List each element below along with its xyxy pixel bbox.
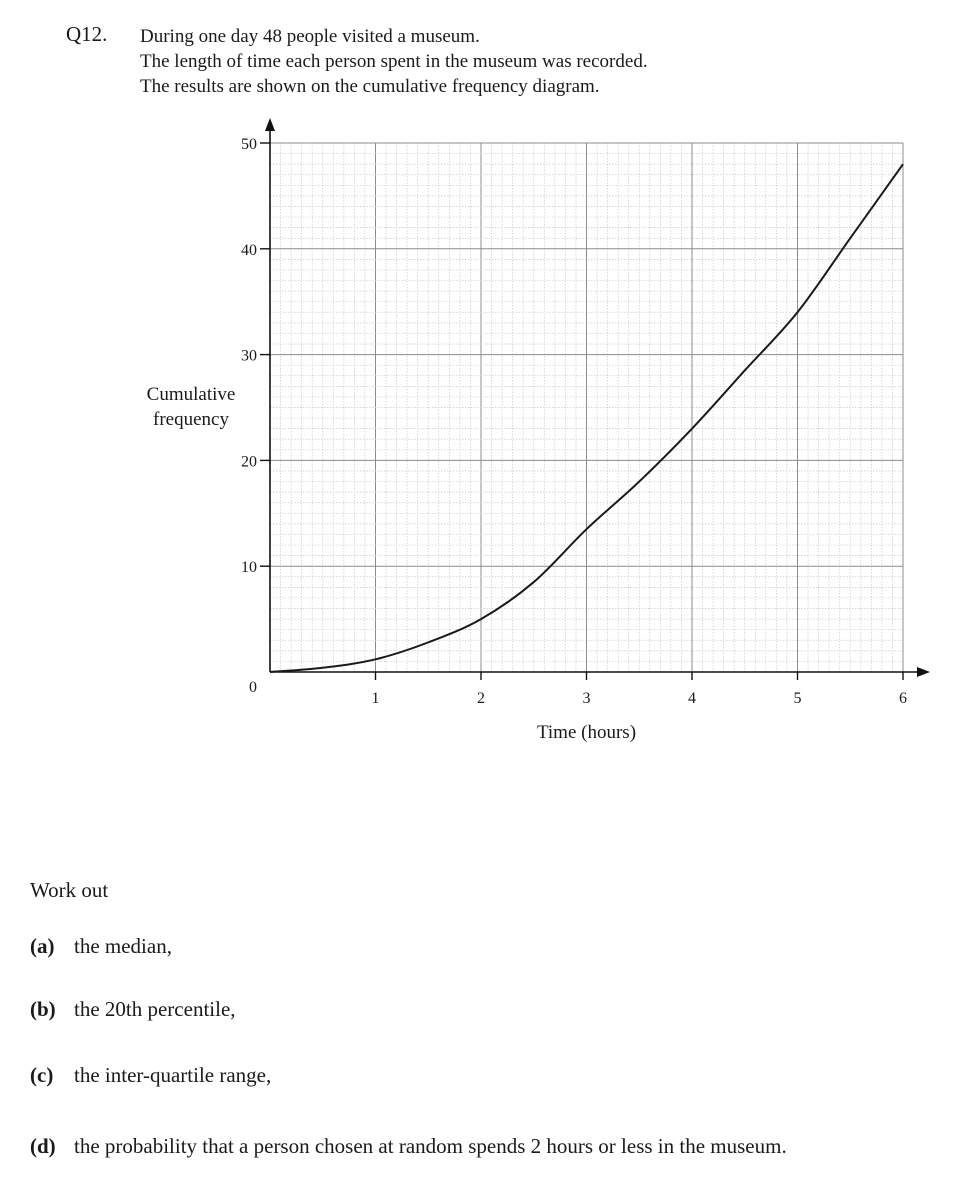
intro-line-2: The length of time each person spent in the museum was recorded. [140,51,648,72]
x-tick-label: 5 [793,690,802,707]
part-c [30,1063,271,1088]
y-tick-label: 20 [241,453,257,471]
part-c-text: the inter-quartile range, [74,1063,272,1087]
part-c-label: (c) [30,1063,54,1087]
part-b-text: the 20th percentile, [74,997,236,1021]
part-d-label: (d) [30,1134,56,1158]
y-axis-title-line-1: Cumulative [146,384,236,405]
y-tick-label: 50 [241,136,257,153]
work-out-heading: Work out [30,878,109,902]
x-tick-label: 3 [582,690,591,707]
part-d [30,1134,787,1159]
y-axis-arrow [265,118,275,131]
x-tick-label: 1 [371,690,380,707]
y-tick-label: 30 [241,347,257,365]
chart-grid [270,143,903,672]
chart-ticks [241,136,907,707]
x-tick-label: 6 [899,690,907,707]
part-a [30,934,172,959]
y-tick-label: 40 [241,241,257,259]
part-b [30,997,236,1022]
part-b-label: (b) [30,997,56,1021]
part-a-text: the median, [74,934,172,958]
intro-line-3: The results are shown on the cumulative frequency diagram. [140,76,600,97]
x-axis-title: Time (hours) [536,722,637,743]
origin-label: 0 [249,679,257,696]
x-tick-label: 2 [477,690,485,707]
x-axis-arrow [917,667,930,677]
question-number: Q12. [66,22,108,46]
intro-line-1: During one day 48 people visited a museum. [140,26,480,47]
part-a-label: (a) [30,934,55,958]
y-tick-label: 10 [241,559,257,577]
y-axis-title-line-2: frequency [153,409,229,430]
part-d-text: the probability that a person chosen at random spends 2 hours or less in the museum. [74,1134,787,1158]
x-tick-label: 4 [688,690,696,707]
